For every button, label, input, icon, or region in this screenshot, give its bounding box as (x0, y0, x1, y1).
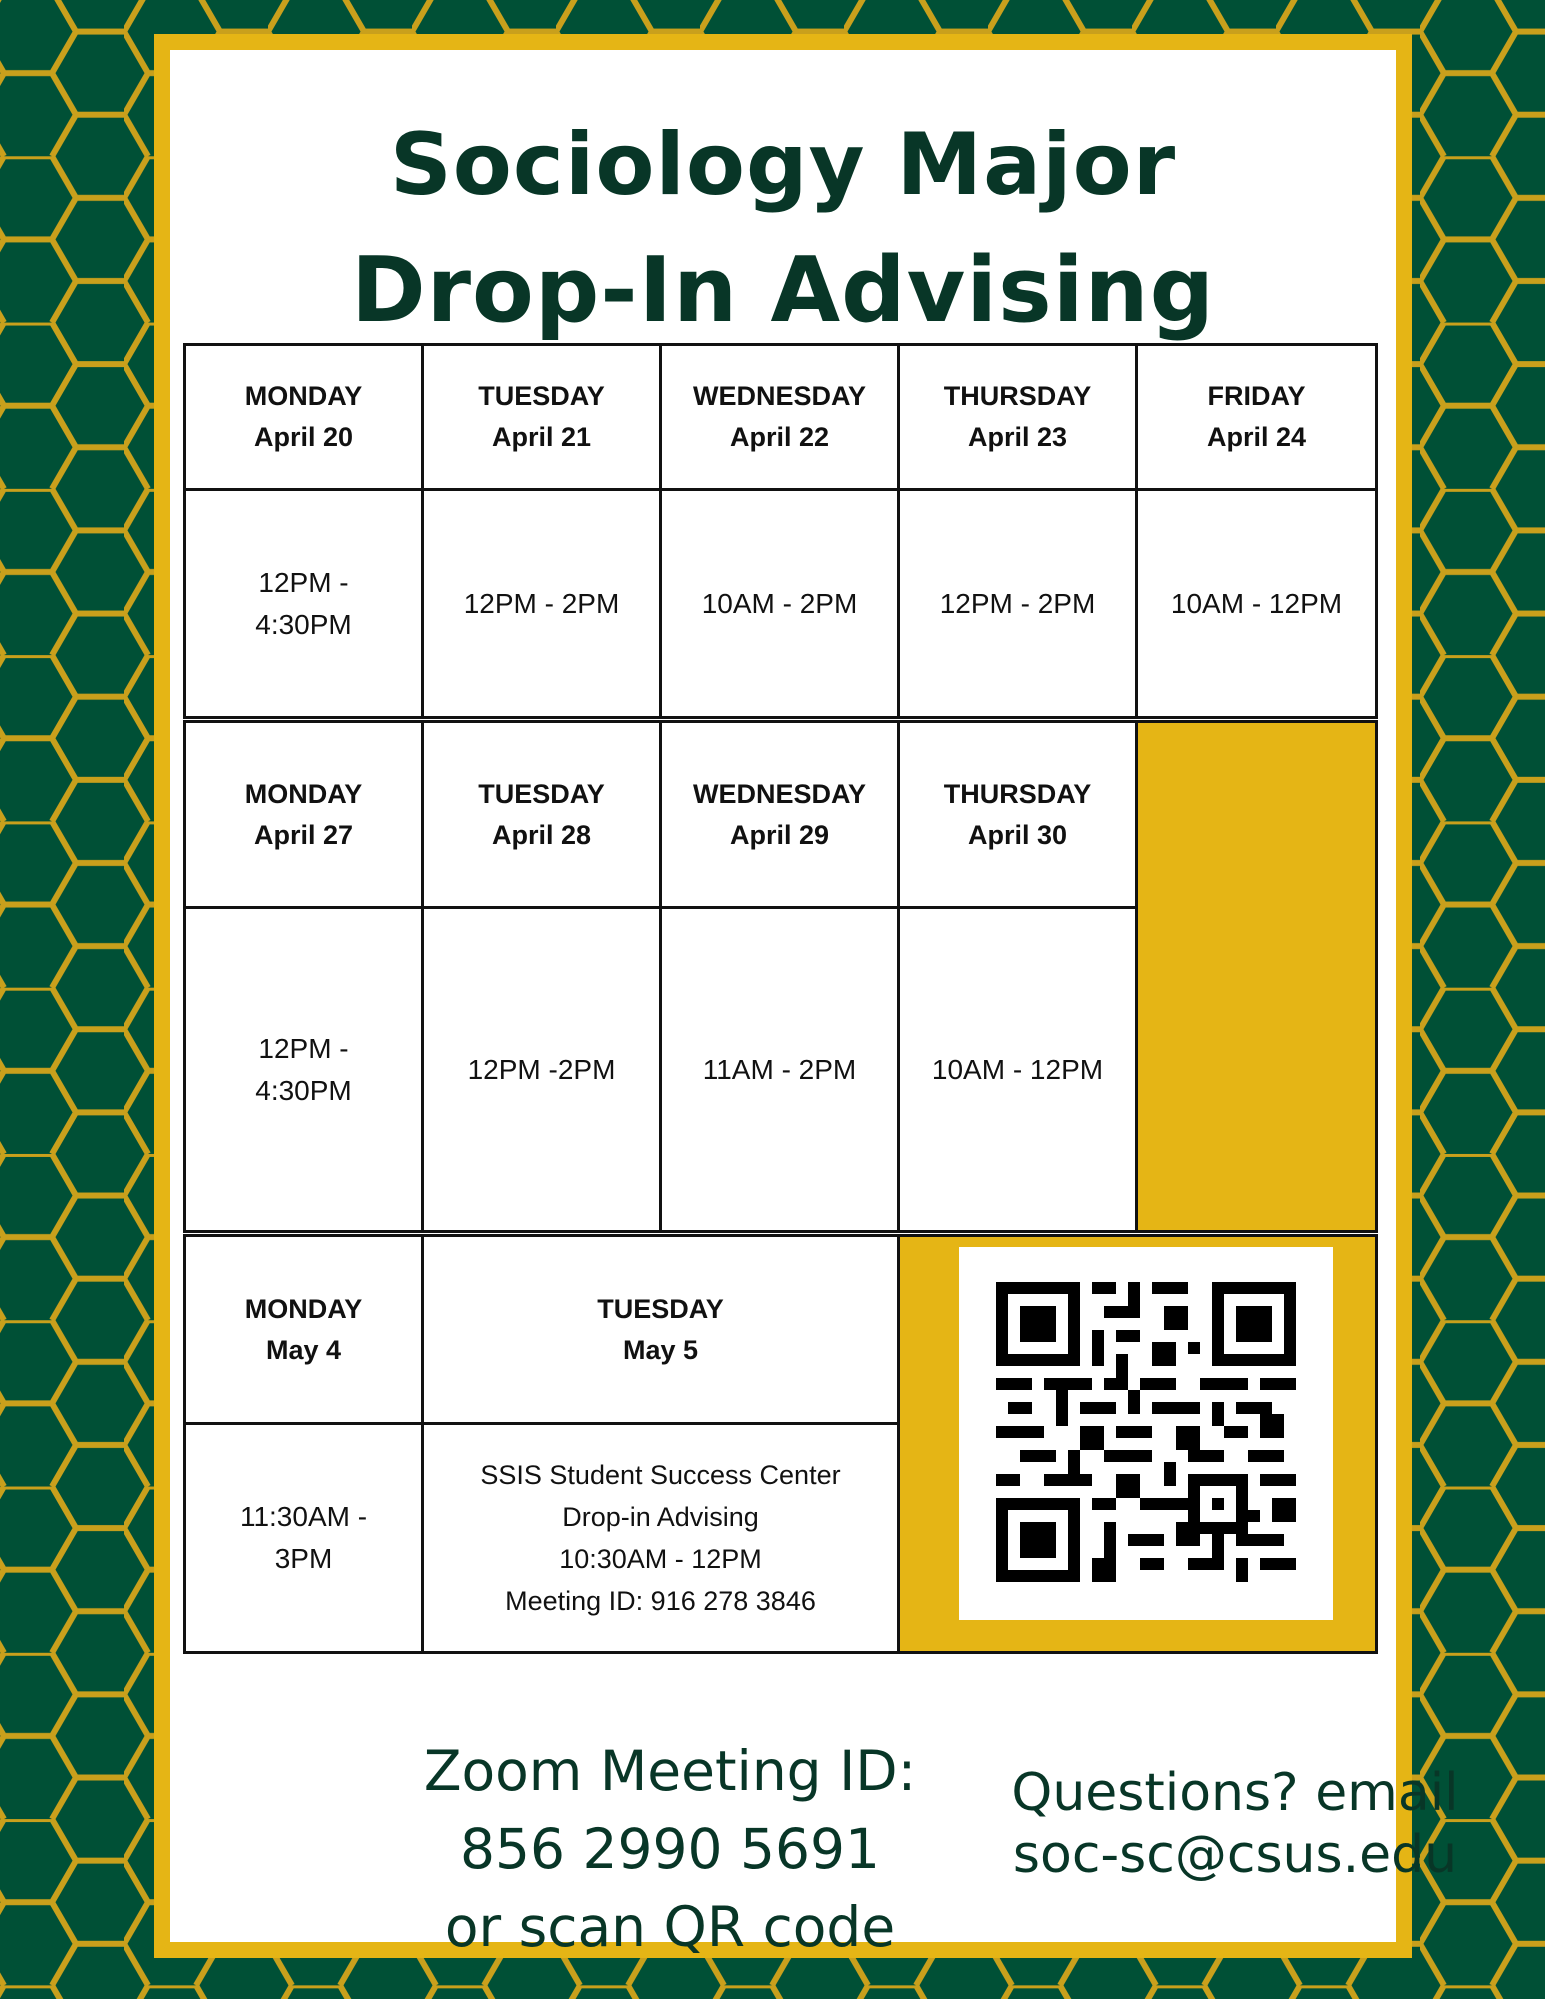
date-label: April 29 (729, 819, 830, 850)
date-label: April 23 (967, 422, 1068, 452)
zoom-meeting-id: 856 2990 5691 (460, 1817, 880, 1881)
zoom-scan-note: or scan QR code (444, 1895, 896, 1959)
date-label: April 24 (1206, 422, 1307, 452)
week2-thursday-header (897, 720, 1138, 909)
day-label: MONDAY (244, 1293, 363, 1324)
week2-wednesday-header (659, 720, 900, 909)
detail-line-location: SSIS Student Success Center (480, 1460, 841, 1490)
date-label: April 27 (253, 819, 354, 850)
date-label: April 28 (491, 819, 592, 850)
questions-info (970, 1762, 1500, 1886)
zoom-info (385, 1732, 955, 1966)
date-label: May 4 (265, 1334, 342, 1365)
detail-line-meeting-id: Meeting ID: 916 278 3846 (505, 1586, 816, 1616)
poster-card (170, 50, 1459, 1959)
week3-tuesday-header (421, 1234, 900, 1425)
week1-thursday-header (897, 343, 1138, 491)
page-title-line2: Drop-In Advising (350, 238, 1216, 343)
week1-monday-time: 12PM - 4:30PM (183, 488, 424, 719)
day-label: THURSDAY (943, 778, 1092, 809)
week2-wednesday-time: 11AM - 2PM (659, 906, 900, 1233)
week1-thursday-time: 12PM - 2PM (897, 488, 1138, 719)
week2-thursday-time: 10AM - 12PM (897, 906, 1138, 1233)
week2-monday-header (183, 720, 424, 909)
week2-tuesday-time: 12PM -2PM (421, 906, 662, 1233)
week1-friday-header (1135, 343, 1378, 491)
date-label: May 5 (622, 1334, 699, 1365)
week2-tuesday-header (421, 720, 662, 909)
week3-tuesday-details (421, 1422, 900, 1654)
day-label: THURSDAY (943, 381, 1092, 411)
week1-tuesday-time: 12PM - 2PM (421, 488, 662, 719)
questions-label: Questions? email (1011, 1763, 1459, 1823)
week2-monday-time: 12PM - 4:30PM (183, 906, 424, 1233)
week1-friday-time: 10AM - 12PM (1135, 488, 1378, 719)
week3-monday-header (183, 1234, 424, 1425)
day-label: TUESDAY (478, 778, 605, 809)
day-label: FRIDAY (1207, 381, 1306, 411)
contact-email[interactable]: soc-sc@csus.edu (1012, 1825, 1458, 1885)
qr-code-icon (996, 1282, 1296, 1582)
week3-monday-time: 11:30AM - 3PM (183, 1422, 424, 1654)
week1-wednesday-time: 10AM - 2PM (659, 488, 900, 719)
detail-line-time: 10:30AM - 12PM (559, 1544, 762, 1574)
day-label: TUESDAY (597, 1293, 724, 1324)
page-title-line1: Sociology Major (389, 115, 1177, 215)
day-label: TUESDAY (478, 381, 605, 411)
date-label: April 20 (253, 422, 354, 452)
week1-tuesday-header (421, 343, 662, 491)
zoom-label: Zoom Meeting ID: (423, 1739, 917, 1803)
day-label: MONDAY (244, 381, 363, 411)
qr-code[interactable] (959, 1247, 1333, 1620)
detail-line-type: Drop-in Advising (562, 1502, 759, 1532)
week1-wednesday-header (659, 343, 900, 491)
date-label: April 21 (491, 422, 592, 452)
date-label: April 30 (967, 819, 1068, 850)
week1-monday-header (183, 343, 424, 491)
day-label: MONDAY (244, 778, 363, 809)
week2-empty-gold-cell (1135, 720, 1378, 1233)
day-label: WEDNESDAY (692, 778, 867, 809)
day-label: WEDNESDAY (692, 381, 867, 411)
date-label: April 22 (729, 422, 830, 452)
